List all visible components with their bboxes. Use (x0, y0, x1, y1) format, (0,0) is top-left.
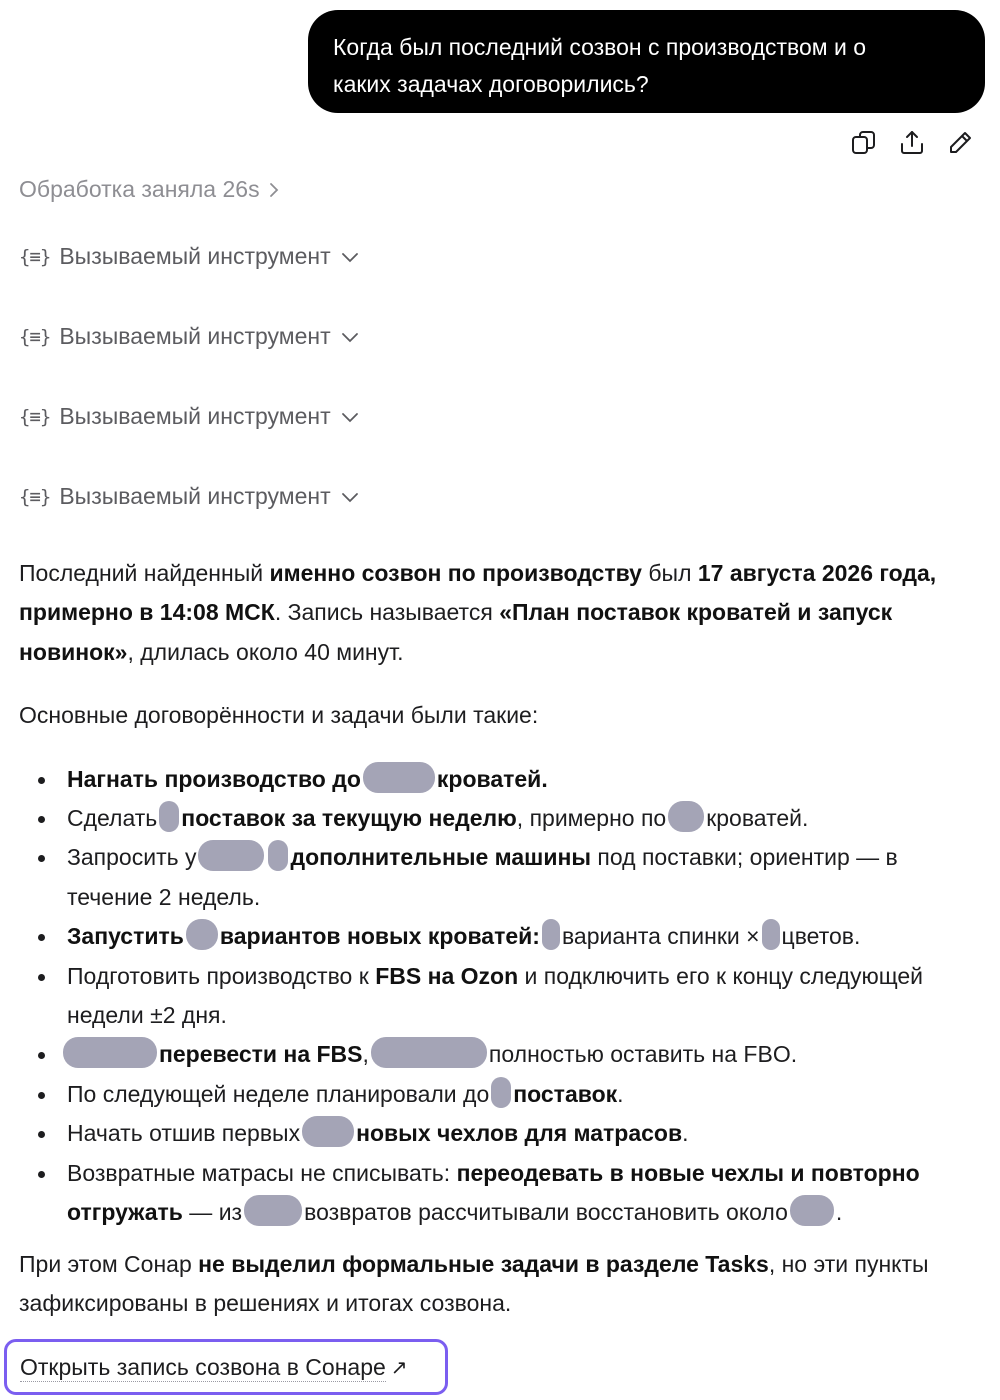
list-item (67, 1114, 984, 1153)
edit-button[interactable] (946, 125, 974, 161)
text: . Запись называется (274, 599, 500, 626)
chevron-down-icon (341, 491, 359, 503)
chevron-down-icon (341, 331, 359, 343)
text: Сделать (67, 805, 158, 832)
list-item (67, 799, 984, 838)
share-icon (898, 129, 926, 157)
answer-paragraph-intro: Основные договорённости и задачи были такие: (19, 702, 539, 729)
agreements-list (19, 760, 984, 1233)
bold-text: 17 августа 2026 года, примерно в 14:08 МСК (19, 560, 937, 626)
tool-braces-icon: {≡} (19, 405, 51, 428)
list-item (67, 1075, 984, 1114)
assistant-answer (19, 554, 984, 1323)
tool-braces-icon: {≡} (19, 245, 51, 268)
bold-text: поставок за текущую неделю (181, 805, 517, 832)
edit-icon (946, 129, 974, 157)
redacted-value (244, 1195, 302, 1226)
text: Последний найденный (19, 560, 270, 586)
tool-call-toggle[interactable] (19, 243, 359, 270)
redacted-value (491, 1077, 511, 1108)
chevron-right-icon (268, 180, 280, 200)
text: полностью оставить на FBO. (488, 1041, 798, 1068)
bold-text: новых чехлов для матрасов (356, 1120, 683, 1147)
bold-text: Запустить (67, 923, 184, 950)
redacted-value (542, 919, 560, 950)
list-item (67, 1035, 984, 1074)
bold-text: Нагнать производство до (67, 765, 361, 792)
redacted-value (302, 1116, 354, 1147)
chevron-down-icon (341, 251, 359, 263)
bold-text: не выделил формальные задачи в разделе Tasks (198, 1250, 769, 1277)
tool-braces-icon: {≡} (19, 485, 51, 508)
list-item (67, 838, 984, 917)
text: . (682, 1120, 689, 1147)
message-actions (850, 125, 974, 161)
bold-text: FBS на Ozon (375, 962, 519, 989)
text: По следующей неделе планировали до (67, 1080, 490, 1107)
redacted-value (790, 1195, 834, 1226)
share-button[interactable] (898, 125, 926, 161)
text: При этом Сонар (19, 1250, 199, 1277)
bold-text: дополнительные машины (290, 844, 592, 871)
processing-time-label: Обработка заняла 26s (19, 176, 260, 202)
text: , (362, 1041, 369, 1068)
redacted-value (198, 840, 264, 871)
redacted-value (63, 1037, 157, 1068)
list-item (67, 760, 984, 799)
redacted-value (371, 1037, 487, 1068)
text: , но эти пункты зафиксированы в решениях и итогах созвона. (19, 1250, 929, 1316)
tool-call-toggle[interactable] (19, 323, 359, 350)
redacted-value (159, 801, 179, 832)
bold-text: перевести на FBS (159, 1041, 363, 1068)
tool-call-label: Вызываемый инструмент (59, 403, 331, 429)
text: Начать отшив первых (67, 1120, 301, 1147)
user-message-line: каких задачах договорились? (333, 71, 649, 97)
redacted-value (762, 919, 780, 950)
text: под поставки; ориентир — в течение 2 недель. (67, 844, 898, 910)
answer-paragraph-note (19, 1245, 984, 1324)
text: . (835, 1199, 843, 1226)
text: , длилась около 40 минут. (127, 638, 404, 665)
processing-time-toggle[interactable] (19, 176, 280, 203)
chevron-down-icon (341, 411, 359, 423)
tool-call-toggle[interactable] (19, 483, 359, 510)
copy-button[interactable] (850, 125, 878, 161)
tool-call-label: Вызываемый инструмент (59, 323, 331, 349)
list-item (67, 1154, 984, 1233)
text: был (641, 560, 698, 586)
user-message-bubble (308, 10, 985, 113)
text: варианта спинки × (561, 923, 760, 950)
text: кроватей. (706, 805, 809, 832)
text: , примерно по (516, 805, 667, 832)
list-item (67, 957, 984, 1036)
bold-text: вариантов новых кроватей: (219, 923, 540, 950)
bold-text: переодевать в новые чехлы и повторно отгружать (67, 1159, 920, 1226)
text: и подключить его к концу следующей недели ±2 дня. (67, 962, 924, 1029)
bold-text: кроватей. (436, 765, 548, 792)
list-item (67, 917, 984, 956)
user-message-line: Когда был последний созвон с производством и о (333, 34, 867, 60)
bold-text: «План поставок кроватей и запуск новинок» (19, 599, 893, 665)
external-link-icon: ↗ (390, 1356, 408, 1379)
tool-call-label: Вызываемый инструмент (59, 483, 331, 509)
open-call-record-label: Открыть запись созвона в Сонаре (20, 1353, 386, 1380)
text: возвратов рассчитывали восстановить около (304, 1199, 788, 1226)
open-call-record-link[interactable] (4, 1339, 448, 1395)
text: Запросить у (67, 844, 197, 871)
tool-call-label: Вызываемый инструмент (59, 243, 331, 269)
redacted-value (668, 801, 704, 832)
answer-paragraph-summary (19, 554, 984, 672)
tool-call-toggle[interactable] (19, 403, 359, 430)
bold-text: именно созвон по производству (269, 560, 642, 586)
text: Возвратные матрасы не списывать: (67, 1159, 457, 1186)
tool-braces-icon: {≡} (19, 325, 51, 348)
text: . (617, 1080, 624, 1107)
bold-text: поставок (513, 1080, 618, 1107)
text: цветов. (781, 923, 861, 950)
redacted-value (268, 840, 288, 871)
text: Подготовить производство к (67, 962, 376, 989)
redacted-value (186, 919, 218, 950)
text: — из (182, 1199, 243, 1226)
redacted-value (363, 762, 435, 793)
copy-icon (850, 129, 878, 157)
